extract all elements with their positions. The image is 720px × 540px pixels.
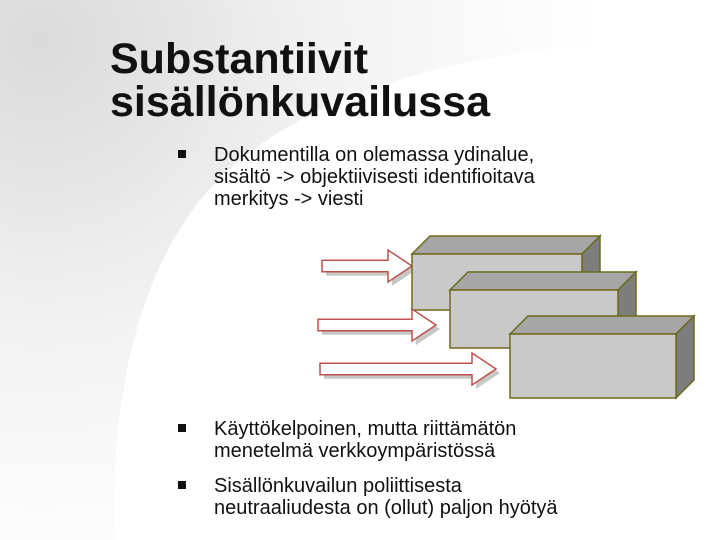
box-top-face [412,236,600,254]
bullet-line: neutraaliudesta on (ollut) paljon hyötyä [214,497,558,519]
bullet-line: menetelmä verkkoympäristössä [214,440,496,462]
bullet-line: merkitys -> viesti [214,188,364,210]
bullet-line: Käyttökelpoinen, mutta riittämätön [214,418,517,440]
arrow-shape [320,353,496,385]
box-front-face [510,334,676,398]
title-line-2: sisällönkuvailussa [110,78,491,126]
bullet-line: sisältö -> objektiivisesti identifioitava [214,166,535,188]
box-top-face [450,272,636,290]
arrow-shape [318,309,436,341]
box-top-face [510,316,694,334]
title-line-1: Substantiivit [110,35,369,83]
bullet-line: Dokumentilla on olemassa ydinalue, [214,144,535,166]
bullet-line: Sisällönkuvailun poliittisesta [214,475,462,497]
